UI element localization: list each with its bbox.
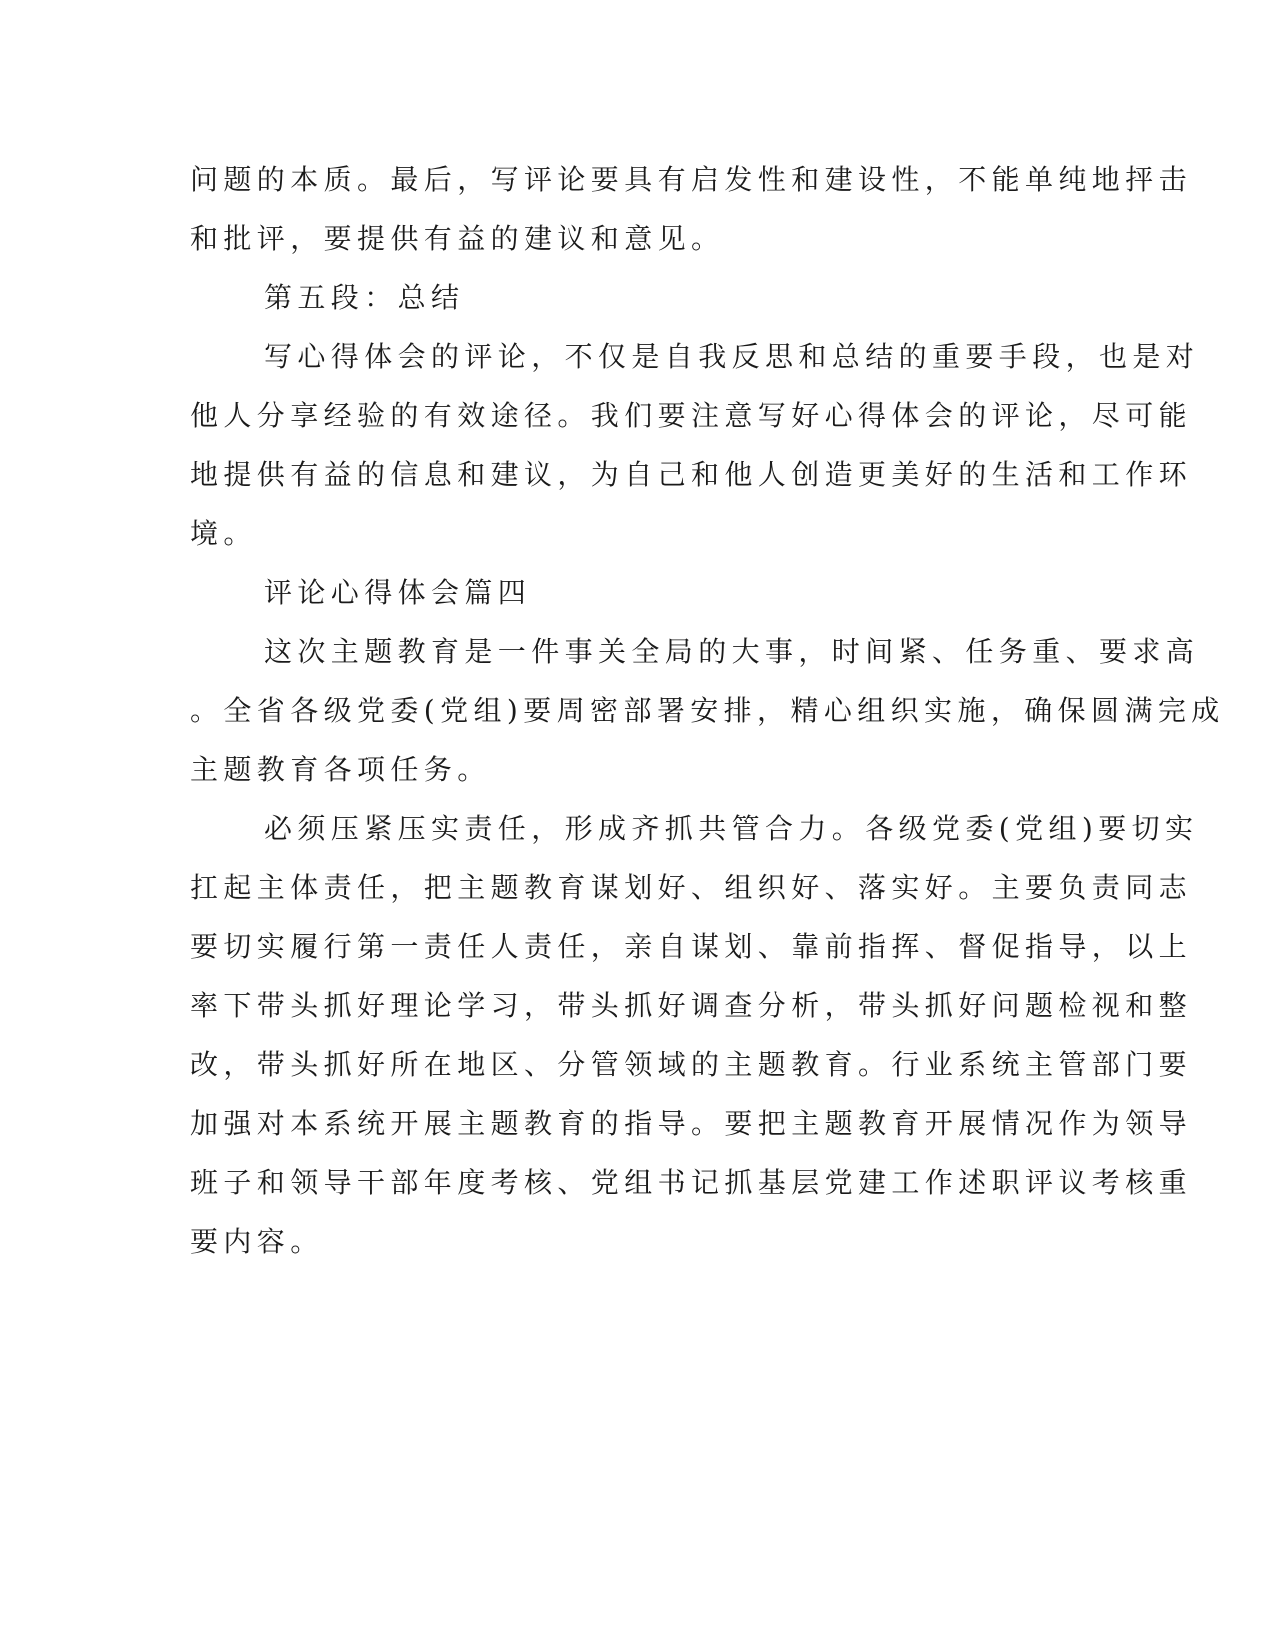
body-text-line: 地提供有益的信息和建议，为自己和他人创造更美好的生活和工作环 — [190, 458, 1193, 491]
body-text-line: 要切实履行第一责任人责任，亲自谋划、靠前指挥、督促指导，以上 — [190, 930, 1193, 963]
paragraph-first-line: 写心得体会的评论，不仅是自我反思和总结的重要手段，也是对 — [264, 340, 1200, 373]
section-heading: 评论心得体会篇四 — [264, 576, 532, 609]
body-text-line: 主题教育各项任务。 — [190, 753, 491, 786]
body-text-line: 扛起主体责任，把主题教育谋划好、组织好、落实好。主要负责同志 — [190, 871, 1193, 904]
body-text-line: 要内容。 — [190, 1225, 324, 1258]
body-text-line: 境。 — [190, 517, 257, 550]
paragraph-first-line: 必须压紧压实责任，形成齐抓共管合力。各级党委(党组)要切实 — [264, 812, 1199, 845]
body-text-line: 改，带头抓好所在地区、分管领域的主题教育。行业系统主管部门要 — [190, 1048, 1193, 1081]
body-text-line: 班子和领导干部年度考核、党组书记抓基层党建工作述职评议考核重 — [190, 1166, 1193, 1199]
body-text-line: 问题的本质。最后，写评论要具有启发性和建设性，不能单纯地抨击 — [190, 163, 1193, 196]
body-text-line: 他人分享经验的有效途径。我们要注意写好心得体会的评论，尽可能 — [190, 399, 1193, 432]
body-text-line: 。全省各级党委(党组)要周密部署安排，精心组织实施，确保圆满完成 — [190, 694, 1225, 727]
body-text-line: 和批评，要提供有益的建议和意见。 — [190, 222, 725, 255]
body-text-line: 率下带头抓好理论学习，带头抓好调查分析，带头抓好问题检视和整 — [190, 989, 1193, 1022]
body-text-line: 加强对本系统开展主题教育的指导。要把主题教育开展情况作为领导 — [190, 1107, 1193, 1140]
paragraph-first-line: 这次主题教育是一件事关全局的大事，时间紧、任务重、要求高 — [264, 635, 1200, 668]
section-heading: 第五段：总结 — [264, 281, 465, 314]
